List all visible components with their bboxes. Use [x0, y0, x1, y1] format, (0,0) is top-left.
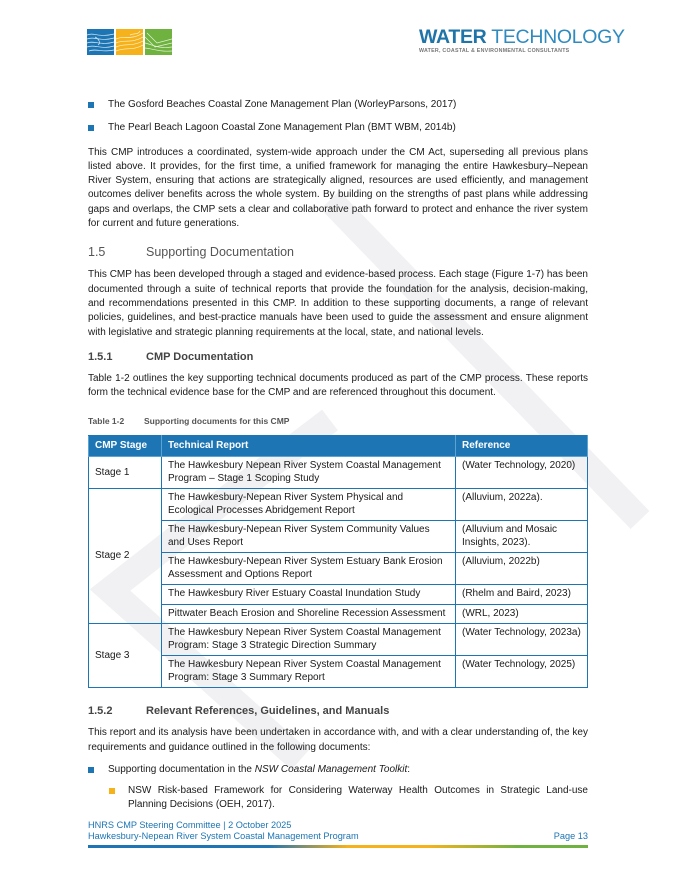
reference-cell: (Water Technology, 2020) [456, 457, 588, 489]
coastal-wave-icon [116, 29, 143, 55]
page-header [0, 0, 675, 80]
supporting-documents-table [88, 435, 588, 689]
column-header-reference: Reference [456, 435, 588, 457]
column-header-stage: CMP Stage [89, 435, 162, 457]
sub-list-item: NSW Risk-based Framework for Considering Waterway Health Outcomes in Strategic Land-use Planning Decisions (OEH, 2017). [109, 784, 588, 813]
table-row [89, 521, 588, 553]
water-wave-icon [87, 29, 114, 55]
table-header-row [89, 435, 588, 457]
report-cell: The Hawkesbury Nepean River System Coastal Management Program: Stage 3 Summary Report [162, 656, 456, 688]
brand-tagline: WATER, COASTAL & ENVIRONMENTAL CONSULTANTS [419, 48, 570, 54]
company-logo [419, 26, 625, 54]
report-cell: The Hawkesbury-Nepean River System Physical and Ecological Processes Abridgement Report [162, 489, 456, 521]
table-caption: Table 1-2 Supporting documents for this CMP [88, 416, 290, 427]
reference-cell: (Water Technology, 2025) [456, 656, 588, 688]
footer-gradient-bar [88, 845, 588, 848]
square-bullet-icon [88, 102, 94, 108]
intro-paragraph: This CMP introduces a coordinated, system-wide approach under the CM Act, superseding all previous plans listed above. It provides, for the first time, a unified framework for managing the entire Hawkesbury–Nepean River System, ensuring that actions are strategically aligned, resources are used efficiently, and management outcomes deliver benefits across the whole system. By building on the strengths of past plans while addressing gaps and overlaps, the CMP sets a clear and collaborative path forward to protect and enhance the river system for current and future generations. [88, 146, 588, 230]
footer-line-1: HNRS CMP Steering Committee | 2 October 2025 [88, 820, 292, 830]
reference-cell: (Water Technology, 2023a) [456, 624, 588, 656]
section-heading-1-5: 1.5 Supporting Documentation [88, 245, 295, 260]
list-item: Supporting documentation in the NSW Coastal Management Toolkit: [88, 763, 588, 777]
section-1-5-1-paragraph: Table 1-2 outlines the key supporting technical documents produced as part of the CMP process. These reports form the technical evidence base for the CMP and are referenced throughout this document. [88, 372, 588, 399]
reference-cell: (Alluvium, 2022b) [456, 553, 588, 585]
square-bullet-icon [88, 767, 94, 773]
report-cell: The Hawkesbury River Estuary Coastal Inundation Study [162, 585, 456, 605]
page-footer [88, 820, 588, 842]
reference-cell: (Alluvium, 2022a). [456, 489, 588, 521]
stage-cell: Stage 3 [89, 624, 162, 688]
reference-cell: (WRL, 2023) [456, 604, 588, 624]
report-cell: The Hawkesbury Nepean River System Coastal Management Program – Stage 1 Scoping Study [162, 457, 456, 489]
stage-cell: Stage 1 [89, 457, 162, 489]
brand-name-bold: WATER [419, 26, 487, 48]
square-bullet-icon [88, 125, 94, 131]
table-row [89, 457, 588, 489]
company-logo-mark [87, 29, 172, 55]
table-row [89, 656, 588, 688]
report-cell: The Hawkesbury-Nepean River System Community Values and Uses Report [162, 521, 456, 553]
table-row [89, 489, 588, 521]
report-cell: Pittwater Beach Erosion and Shoreline Recession Assessment [162, 604, 456, 624]
toolkit-title: NSW Coastal Management Toolkit [254, 763, 408, 775]
brand-name-light: TECHNOLOGY [491, 26, 625, 48]
environment-wave-icon [145, 29, 172, 55]
page-number: Page 13 [553, 831, 588, 841]
section-1-5-paragraph: This CMP has been developed through a staged and evidence-based process. Each stage (Figure 1-7) has been documented through a suite of technical reports that provide the foundation for the analysis, decision-making, and recommendations presented in this CMP. In addition to these supporting documents, a range of relevant policies, guidelines, and best-practice manuals have been used to guide the assessment and ensure alignment with legislative and strategic planning requirements at the local, state, and national levels. [88, 269, 588, 338]
table-row [89, 585, 588, 605]
column-header-report: Technical Report [162, 435, 456, 457]
section-1-5-2-paragraph: This report and its analysis have been undertaken in accordance with, and with a clear understanding of, the key requirements and guidance outlined in the following documents: [88, 727, 588, 753]
section-heading-1-5-1: 1.5.1 CMP Documentation [88, 350, 254, 363]
stage-cell: Stage 2 [89, 489, 162, 624]
reference-cell: (Alluvium and Mosaic Insights, 2023). [456, 521, 588, 553]
footer-line-2: Hawkesbury-Nepean River System Coastal Management Program [88, 831, 359, 841]
square-bullet-icon [109, 788, 115, 794]
table-row [89, 624, 588, 656]
list-item: The Gosford Beaches Coastal Zone Management Plan (WorleyParsons, 2017) [88, 98, 588, 112]
page-content [88, 98, 588, 822]
section-heading-1-5-2: 1.5.2 Relevant References, Guidelines, and Manuals [88, 705, 390, 718]
report-cell: The Hawkesbury Nepean River System Coastal Management Program: Stage 3 Strategic Direction Summary [162, 624, 456, 656]
table-row [89, 604, 588, 624]
table-row [89, 553, 588, 585]
list-item: The Pearl Beach Lagoon Coastal Zone Management Plan (BMT WBM, 2014b) [88, 121, 588, 135]
report-cell: The Hawkesbury-Nepean River System Estuary Bank Erosion Assessment and Options Report [162, 553, 456, 585]
reference-cell: (Rhelm and Baird, 2023) [456, 585, 588, 605]
